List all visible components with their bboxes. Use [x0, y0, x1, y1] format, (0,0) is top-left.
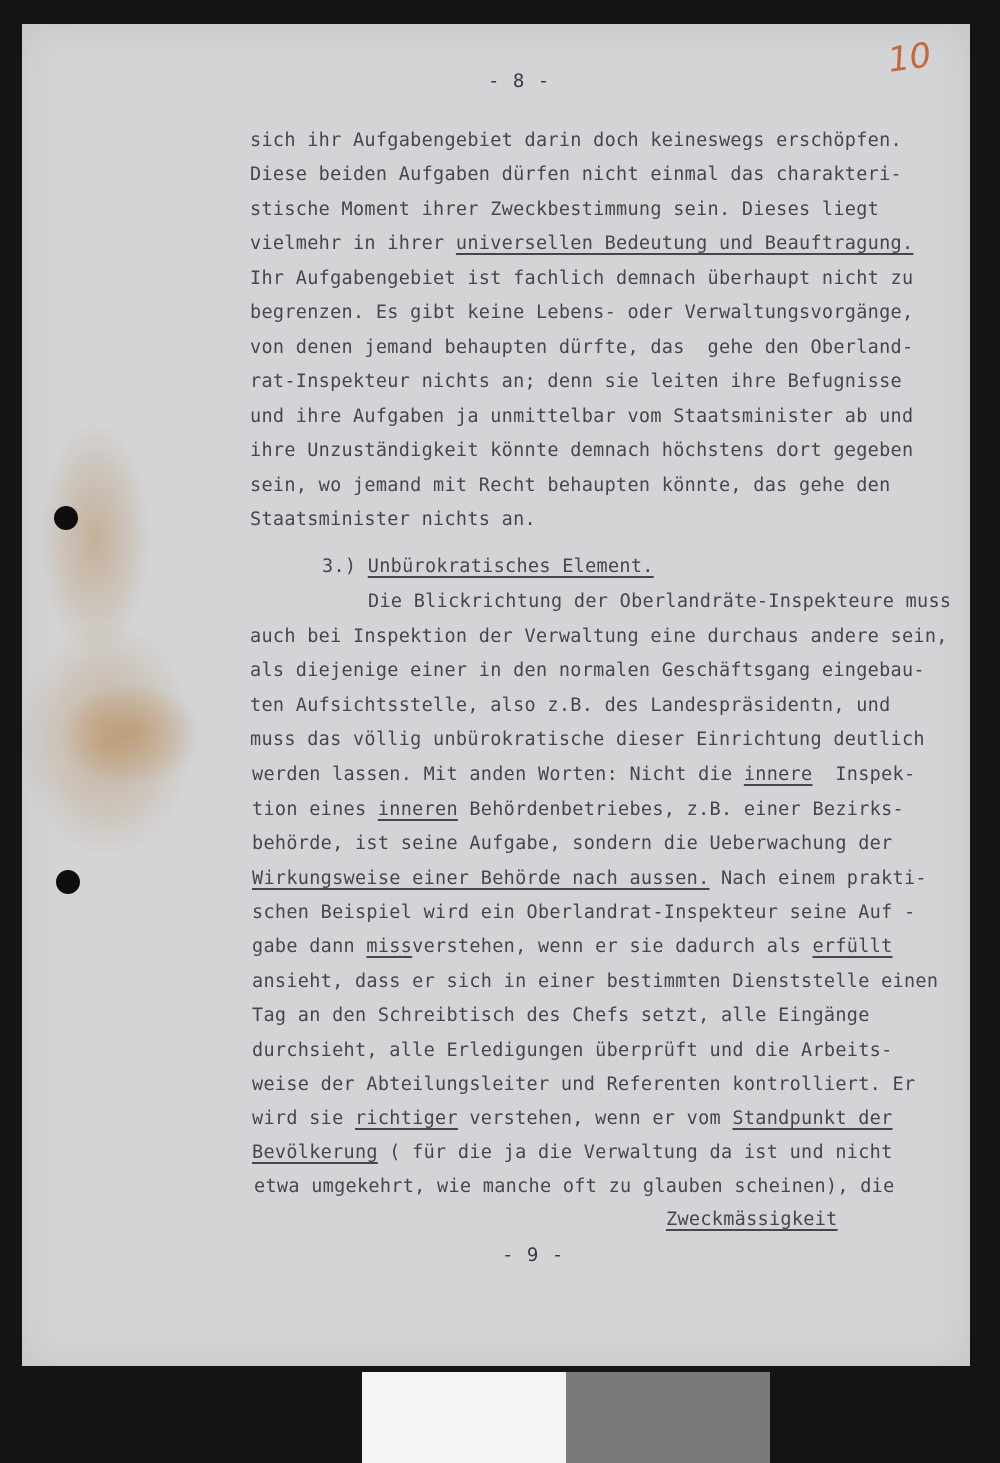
text-line: [252, 764, 915, 785]
text-line: [666, 1209, 838, 1230]
text-line: [250, 371, 902, 392]
text-segment: Die Blickrichtung der Oberlandräte-Inspekteure muss: [368, 591, 952, 612]
text-segment: ihre Unzuständigkeit könnte demnach höchstens dort gegeben: [250, 440, 914, 461]
text-line: [254, 1176, 895, 1197]
text-segment: Staatsminister nichts an.: [250, 509, 536, 530]
text-line: [250, 233, 913, 254]
text-line: [252, 868, 927, 889]
text-segment: Tag an den Schreibtisch des Chefs setzt, alle Eingänge: [252, 1005, 870, 1026]
underlined-text: innere: [743, 764, 813, 785]
underlined-text: erfüllt: [812, 936, 893, 957]
text-line: [252, 971, 938, 992]
text-line: [250, 695, 891, 716]
text-segment: vielmehr in ihrer: [250, 233, 456, 254]
text-segment: tion eines: [252, 799, 378, 820]
text-segment: ansieht, dass er sich in einer bestimmten Dienststelle einen: [252, 971, 939, 992]
text-line: [250, 302, 913, 323]
text-segment: verstehen, wenn er vom: [457, 1108, 733, 1129]
underlined-text: Bevölkerung: [252, 1142, 378, 1163]
text-segment: auch bei Inspektion der Verwaltung eine durchaus andere sein,: [250, 626, 948, 647]
scan-strip: [362, 1372, 566, 1463]
text-line: [250, 406, 913, 427]
text-line: [252, 799, 904, 820]
text-line: [250, 199, 879, 220]
text-segment: Behördenbetriebes, z.B. einer Bezirks-: [457, 799, 904, 820]
text-line: [250, 660, 925, 681]
text-line: [252, 1108, 893, 1129]
text-segment: werden lassen. Mit anden Worten: Nicht die: [252, 764, 744, 785]
text-segment: von denen jemand behaupten dürfte, das gehe den Oberland-: [250, 337, 914, 358]
text-segment: verstehen, wenn er sie dadurch als: [412, 936, 813, 957]
underlined-text: universellen Bedeutung und Beauftragung.: [455, 233, 914, 254]
text-segment: rat-Inspekteur nichts an; denn sie leiten ihre Befugnisse: [250, 371, 902, 392]
text-segment: gabe dann: [252, 936, 367, 957]
text-segment: etwa umgekehrt, wie manche oft zu glauben scheinen), die: [254, 1176, 895, 1197]
text-segment: 3.): [322, 556, 368, 577]
text-segment: durchsieht, alle Erledigungen überprüft und die Arbeits-: [252, 1040, 893, 1061]
water-stain: [62, 684, 202, 784]
text-line: [250, 729, 925, 750]
underlined-text: Unbürokratisches Element.: [367, 556, 654, 577]
text-segment: ten Aufsichtsstelle, also z.B. des Landespräsidentn, und: [250, 695, 891, 716]
text-line: [250, 475, 891, 496]
folio-number: 10: [885, 35, 934, 81]
text-segment: und ihre Aufgaben ja unmittelbar vom Staatsminister ab und: [250, 406, 914, 427]
text-segment: Nach einem prakti-: [709, 868, 927, 889]
underlined-text: miss: [366, 936, 413, 957]
text-line: [250, 509, 536, 530]
text-line: [250, 268, 913, 289]
punch-hole: [56, 870, 80, 894]
text-segment: begrenzen. Es gibt keine Lebens- oder Verwaltungsvorgänge,: [250, 302, 914, 323]
text-segment: Inspek-: [812, 764, 916, 785]
text-line: [252, 1074, 915, 1095]
text-segment: behörde, ist seine Aufgabe, sondern die Ueberwachung der: [252, 833, 893, 854]
text-segment: Diese beiden Aufgaben dürfen nicht einmal das charakteri-: [250, 164, 902, 185]
text-line: [368, 591, 951, 612]
text-segment: als diejenige einer in den normalen Geschäftsgang eingebau-: [250, 660, 925, 681]
underlined-text: Wirkungsweise einer Behörde nach aussen.: [252, 868, 710, 889]
text-line: [250, 337, 913, 358]
page-number-top: - 8 -: [488, 70, 551, 92]
text-line: [250, 626, 948, 647]
text-segment: weise der Abteilungsleiter und Referenten kontrolliert. Er: [252, 1074, 916, 1095]
water-stain: [40, 424, 150, 654]
scan-strip: [566, 1372, 770, 1463]
text-segment: schen Beispiel wird ein Oberlandrat-Inspekteur seine Auf -: [252, 902, 916, 923]
text-line: [252, 1142, 893, 1163]
text-line: [322, 556, 654, 577]
text-segment: stische Moment ihrer Zweckbestimmung sein. Dieses liegt: [250, 199, 880, 220]
punch-hole: [54, 506, 78, 530]
text-line: [252, 936, 893, 957]
underlined-text: Zweckmässigkeit: [666, 1209, 838, 1230]
underlined-text: richtiger: [354, 1108, 458, 1129]
text-segment: ( für die ja die Verwaltung da ist und nicht: [377, 1142, 893, 1163]
text-segment: sein, wo jemand mit Recht behaupten könnte, das gehe den: [250, 475, 891, 496]
text-line: [250, 130, 902, 151]
text-segment: sich ihr Aufgabengebiet darin doch keineswegs erschöpfen.: [250, 130, 902, 151]
text-line: [250, 440, 913, 461]
text-line: [252, 833, 893, 854]
page-number-bottom: - 9 -: [502, 1244, 565, 1266]
text-segment: Ihr Aufgabengebiet ist fachlich demnach überhaupt nicht zu: [250, 268, 914, 289]
text-line: [252, 902, 915, 923]
text-line: [250, 164, 902, 185]
underlined-text: Standpunkt der: [732, 1108, 893, 1129]
text-line: [252, 1040, 893, 1061]
text-line: [252, 1005, 870, 1026]
text-segment: wird sie: [252, 1108, 355, 1129]
underlined-text: inneren: [377, 799, 458, 820]
text-segment: muss das völlig unbürokratische dieser Einrichtung deutlich: [250, 729, 925, 750]
